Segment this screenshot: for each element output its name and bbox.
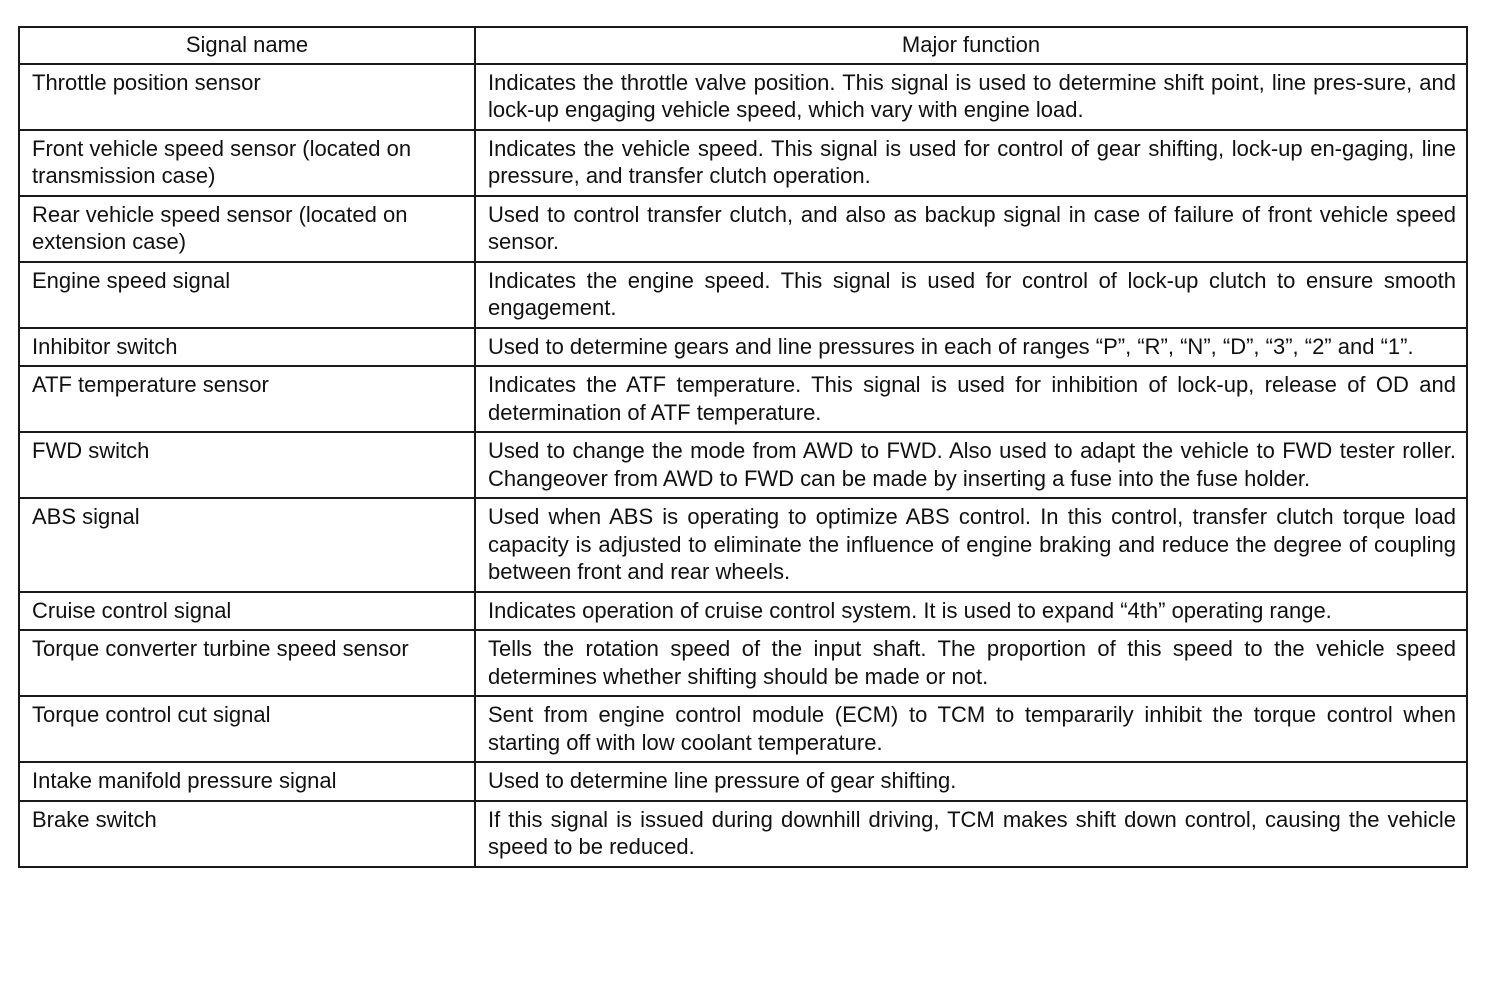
- major-function-cell: Indicates the engine speed. This signal is used for control of lock-up clutch to ensure smooth engagement.: [475, 262, 1467, 328]
- table-row: [19, 366, 1467, 432]
- signal-function-table: [18, 26, 1468, 868]
- signal-name-cell: Intake manifold pressure signal: [19, 762, 475, 801]
- signal-name-cell: Cruise control signal: [19, 592, 475, 631]
- table-header: [19, 27, 1467, 64]
- major-function-cell: Used to determine gears and line pressures in each of ranges “P”, “R”, “N”, “D”, “3”, “2” and “1”.: [475, 328, 1467, 367]
- table-row: [19, 498, 1467, 592]
- signal-name-cell: Front vehicle speed sensor (located on transmission case): [19, 130, 475, 196]
- table-row: [19, 762, 1467, 801]
- major-function-cell: Indicates the ATF temperature. This signal is used for inhibition of lock-up, release of OD and determination of ATF temperature.: [475, 366, 1467, 432]
- signal-name-cell: FWD switch: [19, 432, 475, 498]
- major-function-cell: Used when ABS is operating to optimize ABS control. In this control, transfer clutch torque load capacity is adjusted to eliminate the influence of engine braking and reduce the degree of coupling between front and rear wheels.: [475, 498, 1467, 592]
- major-function-cell: Indicates operation of cruise control system. It is used to expand “4th” operating range.: [475, 592, 1467, 631]
- signal-name-cell: Brake switch: [19, 801, 475, 867]
- table-row: [19, 801, 1467, 867]
- table-row: [19, 696, 1467, 762]
- major-function-cell: Used to control transfer clutch, and also as backup signal in case of failure of front vehicle speed sensor.: [475, 196, 1467, 262]
- signal-name-cell: Rear vehicle speed sensor (located on extension case): [19, 196, 475, 262]
- signal-name-cell: ATF temperature sensor: [19, 366, 475, 432]
- table-body: [19, 64, 1467, 867]
- signal-name-cell: ABS signal: [19, 498, 475, 592]
- table-row: [19, 432, 1467, 498]
- table-row: [19, 196, 1467, 262]
- major-function-cell: Indicates the throttle valve position. This signal is used to determine shift point, line pres-sure, and lock-up engaging vehicle speed, which vary with engine load.: [475, 64, 1467, 130]
- signal-name-cell: Inhibitor switch: [19, 328, 475, 367]
- major-function-cell: Indicates the vehicle speed. This signal is used for control of gear shifting, lock-up en-gaging, line pressure, and transfer clutch operation.: [475, 130, 1467, 196]
- table-row: [19, 328, 1467, 367]
- signal-name-cell: Torque control cut signal: [19, 696, 475, 762]
- major-function-cell: Used to change the mode from AWD to FWD. Also used to adapt the vehicle to FWD tester roller. Changeover from AWD to FWD can be made by inserting a fuse into the fuse holder.: [475, 432, 1467, 498]
- table-row: [19, 64, 1467, 130]
- signal-name-cell: Torque converter turbine speed sensor: [19, 630, 475, 696]
- table-row: [19, 592, 1467, 631]
- header-row: [19, 27, 1467, 64]
- table-row: [19, 130, 1467, 196]
- signal-name-cell: Throttle position sensor: [19, 64, 475, 130]
- header-major-function: Major function: [475, 27, 1467, 64]
- major-function-cell: Tells the rotation speed of the input shaft. The proportion of this speed to the vehicle speed determines whether shifting should be made or not.: [475, 630, 1467, 696]
- header-signal-name: Signal name: [19, 27, 475, 64]
- major-function-cell: Sent from engine control module (ECM) to TCM to tempararily inhibit the torque control when starting off with low coolant temperature.: [475, 696, 1467, 762]
- signal-name-cell: Engine speed signal: [19, 262, 475, 328]
- table-row: [19, 630, 1467, 696]
- major-function-cell: Used to determine line pressure of gear shifting.: [475, 762, 1467, 801]
- table-row: [19, 262, 1467, 328]
- major-function-cell: If this signal is issued during downhill driving, TCM makes shift down control, causing the vehicle speed to be reduced.: [475, 801, 1467, 867]
